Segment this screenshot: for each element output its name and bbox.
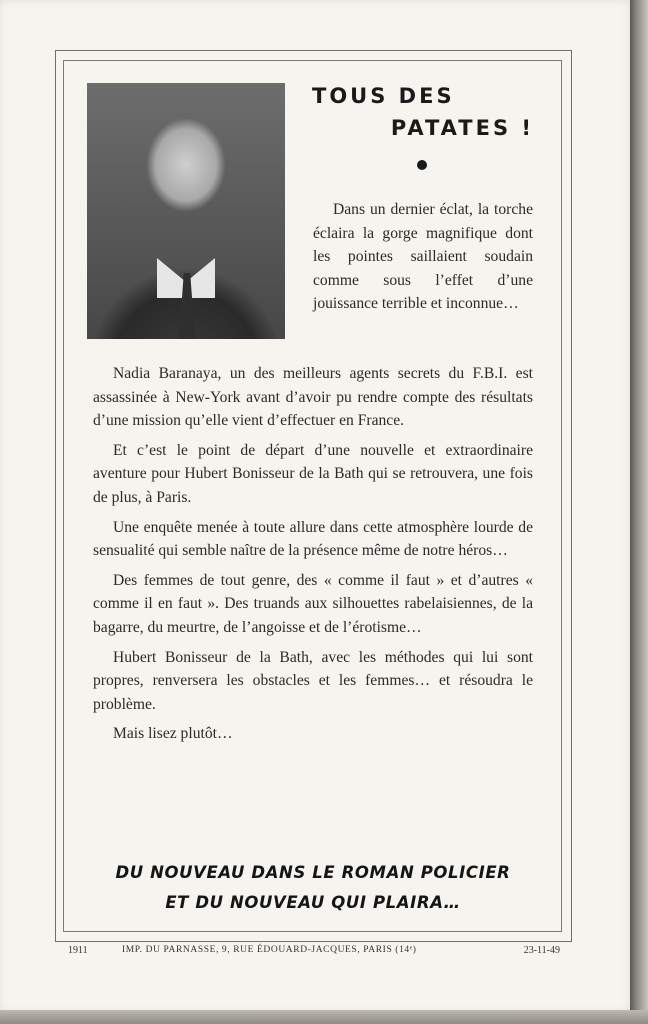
intro-paragraph: Dans un dernier éclat, la torche éclaira la gorge magnifique dont les pointes saillaient soudain comme sous l’effet d’une jouissance terrible et inconnue… [313, 201, 533, 313]
tagline-line-1: DU NOUVEAU DANS LE ROMAN POLICIER [115, 863, 511, 882]
printer-imprint: IMP. DU PARNASSE, 9, RUE ÉDOUARD-JACQUES, PARIS (14ᵉ) [122, 945, 417, 955]
title-ornament-dot [417, 160, 427, 170]
blurb-paragraph-4: Des femmes de tout genre, des « comme il faut » et d’autres « comme il en faut ». Des truands aux silhouettes rabelaisiennes, de la bagarre, du meurtre, de l’angoisse et de l’érotisme… [93, 571, 533, 636]
blurb-paragraph-3: Une enquête menée à toute allure dans cette atmosphère lourde de sensualité qui semble naître de la présence même de notre héros… [93, 518, 533, 560]
title-line-1: TOUS DES [312, 84, 455, 108]
page-edge-bottom [0, 1010, 648, 1024]
book-title [300, 84, 540, 148]
page-edge-right [630, 0, 648, 1024]
author-portrait-photo [87, 83, 285, 339]
series-tagline [80, 858, 546, 918]
print-number: 1911 [68, 945, 88, 956]
title-line-2: PATATES ! [390, 116, 534, 140]
blurb-paragraph-1: Nadia Baranaya, un des meilleurs agents secrets du F.B.I. est assassinée à New-York avant d’avoir pu rendre compte des résultats d’une mission qu’elle vient d’effectuer en France. [93, 365, 533, 430]
intro-excerpt [313, 198, 533, 316]
tagline-line-2: ET DU NOUVEAU QUI PLAIRA… [165, 893, 461, 912]
blurb-paragraph-2: Et c’est le point de départ d’une nouvelle et extraordinaire aventure pour Hubert Bonisseur de la Bath qui se retrouvera, une fois de plus, à Paris. [93, 441, 533, 506]
blurb-text [93, 362, 533, 752]
blurb-paragraph-5: Hubert Bonisseur de la Bath, avec les méthodes qui lui sont propres, renversera les obstacles et les femmes… et résoudra le problème. [93, 648, 533, 713]
printer-footer [60, 945, 570, 961]
blurb-paragraph-6: Mais lisez plutôt… [113, 725, 233, 743]
print-date: 23-11-49 [523, 945, 560, 956]
